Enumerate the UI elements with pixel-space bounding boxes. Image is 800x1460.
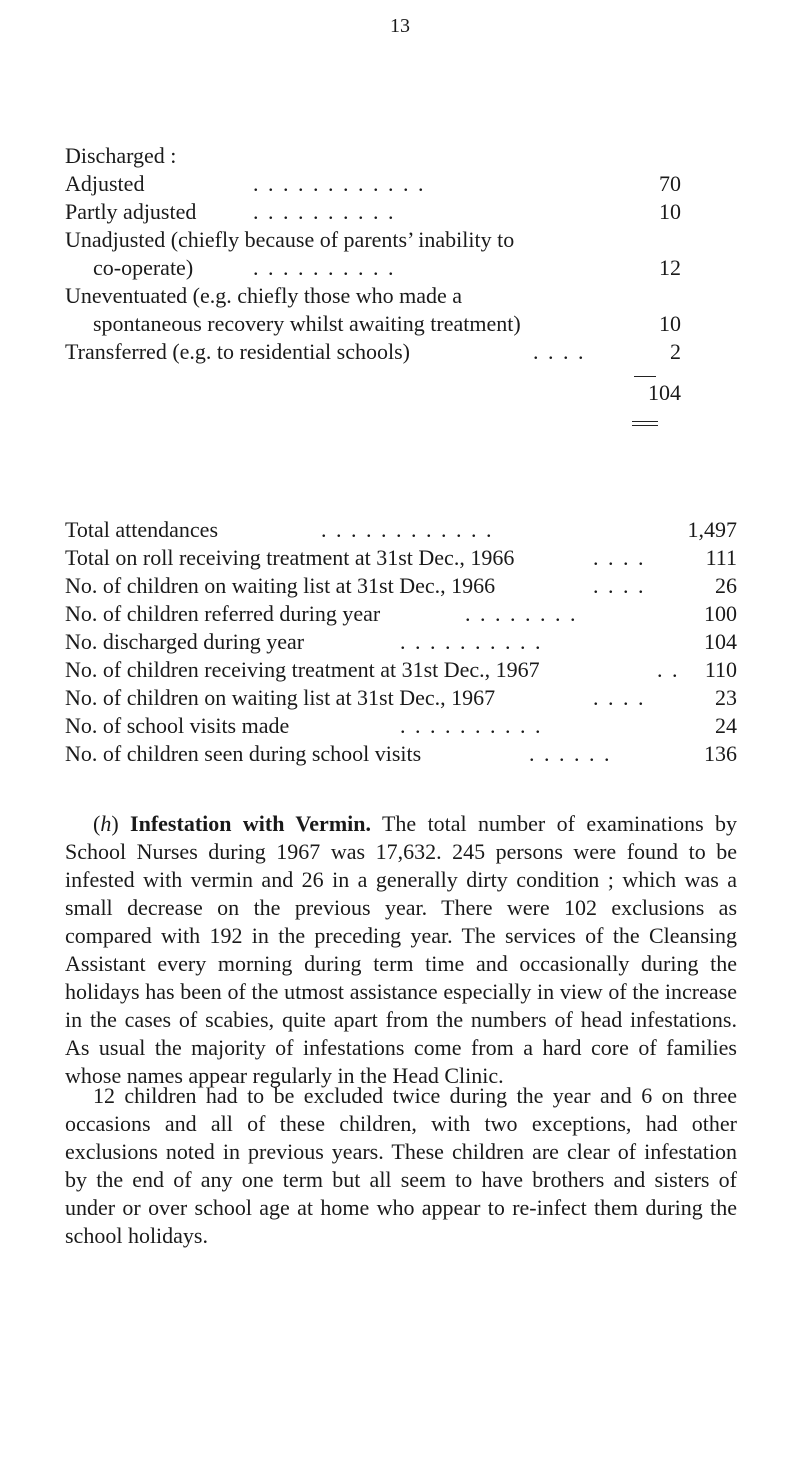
leader-dots: . . [657,657,680,682]
list-item [65,170,737,198]
list-item [65,254,737,282]
list-item [65,198,737,226]
stat-label: No. of children receiving treatment at 31st Dec., 1967 [65,657,540,682]
stats-list [65,516,737,768]
item-value: 12 [659,255,681,280]
stat-value: 104 [704,629,737,654]
item-value: 70 [659,171,681,196]
list-item [65,282,737,310]
stat-label: No. of children referred during year [65,601,381,626]
list-item [65,226,737,254]
leader-dots: . . . . . . . . [465,601,578,626]
stat-value: 100 [704,601,737,626]
item-label: Partly adjusted [65,199,197,224]
item-label: Unadjusted (chiefly because of parents’ inability to [65,227,515,252]
stat-row [65,712,737,740]
stat-value: 26 [715,573,737,598]
stat-row [65,628,737,656]
discharged-section [65,142,737,170]
stat-row [65,740,737,768]
stat-value: 24 [715,713,737,738]
stat-label: No. of children on waiting list at 31st Dec., 1966 [65,573,496,598]
section-title: Infestation with Vermin. [130,811,371,836]
total-double-rule-top [632,421,658,422]
stat-value: 111 [705,545,737,570]
exclusions-paragraph [65,1082,737,1250]
stat-row [65,516,737,544]
stat-value: 110 [704,657,737,682]
stat-value: 23 [715,685,737,710]
paragraph-text: 12 children had to be excluded twice during the year and 6 on three occasions and all of these children, with two exceptions, had other exclusions noted in previous years. These children are clear of infestation by the end of any one term but all seem to have brothers and sisters of under or over school age at home who appear to re-infect them during the school holidays. [65,1083,737,1248]
paragraph-text: The total number of examinations by School Nurses during 1967 was 17,632. 245 persons were found to be infested with vermin and 26 in a generally dirty condition ; which was a small decrease on the previous year. There were 102 exclusions as compared with 192 in the preceding year. The services of the Cleansing Assistant every morning during term time and occasionally during the holidays has been of the utmost assistance especially in view of the increase in the cases of scabies, quite apart from the numbers of head infestations. As usual the majority of infestations come from a hard core of families whose names appear regularly in the Head Clinic. [65,811,738,1088]
leader-dots: . . . . . . . . . . [400,629,543,654]
stat-label: No. of children seen during school visits [65,741,422,766]
stat-label: No. discharged during year [65,629,305,654]
stat-row [65,600,737,628]
stat-value: 1,497 [687,517,737,542]
leader-dots: . . . . [593,545,646,570]
item-value: 10 [659,311,681,336]
stat-value: 136 [704,741,737,766]
total-double-rule-bottom [632,425,658,426]
stat-row [65,656,737,684]
item-label: spontaneous recovery whilst awaiting treatment) [93,311,521,336]
discharged-list [65,170,737,366]
leader-dots: . . . . . . . . . . [253,199,396,224]
stat-row [65,684,737,712]
discharged-heading: Discharged : [65,143,177,168]
leader-dots: . . . . . . . . . . . . [253,171,426,196]
infestation-paragraph: (h) Infestation with Vermin. The total number of examinations by School Nurses during 1967 was 17,632. 245 persons were found to be infested with vermin and 26 in a generally dirty condition ; which was a small decrease on the previous year. There were 102 exclusions as compared with 192 in the preceding year. The services of the Cleansing Assistant every morning during term time and occasionally during the holidays has been of the utmost assistance especially in view of the increase in the cases of scabies, quite apart from the numbers of head infestations. As usual the majority of infestations come from a hard core of families whose names appear regularly in the Head Clinic. [65,811,738,1088]
stat-label: Total attendances [65,517,219,542]
leader-dots: . . . . . . [529,741,612,766]
leader-dots: . . . . . . . . . . [400,713,543,738]
stat-label: No. of children on waiting list at 31st Dec., 1967 [65,685,496,710]
stat-row [65,572,737,600]
leader-dots: . . . . [533,339,586,364]
stat-label: Total on roll receiving treatment at 31st Dec., 1966 [65,545,515,570]
stat-label: No. of school visits made [65,713,290,738]
item-label: co-operate) [93,255,194,280]
page-number: 13 [390,15,410,37]
leader-dots: . . . . . . . . . . [253,255,396,280]
list-item [65,338,737,366]
item-label: Adjusted [65,171,145,196]
item-value: 2 [670,339,681,364]
item-label: Transferred (e.g. to residential schools) [65,339,410,364]
leader-dots: . . . . [593,573,646,598]
leader-dots: . . . . . . . . . . . . [321,517,494,542]
stat-row [65,544,737,572]
discharged-total-row [65,379,737,407]
discharged-total: 104 [648,380,681,405]
section-letter: h [100,811,112,836]
leader-dots: . . . . [593,685,646,710]
item-label: Uneventuated (e.g. chiefly those who made a [65,283,463,308]
list-item [65,310,737,338]
subtotal-rule [634,376,656,377]
item-value: 10 [659,199,681,224]
